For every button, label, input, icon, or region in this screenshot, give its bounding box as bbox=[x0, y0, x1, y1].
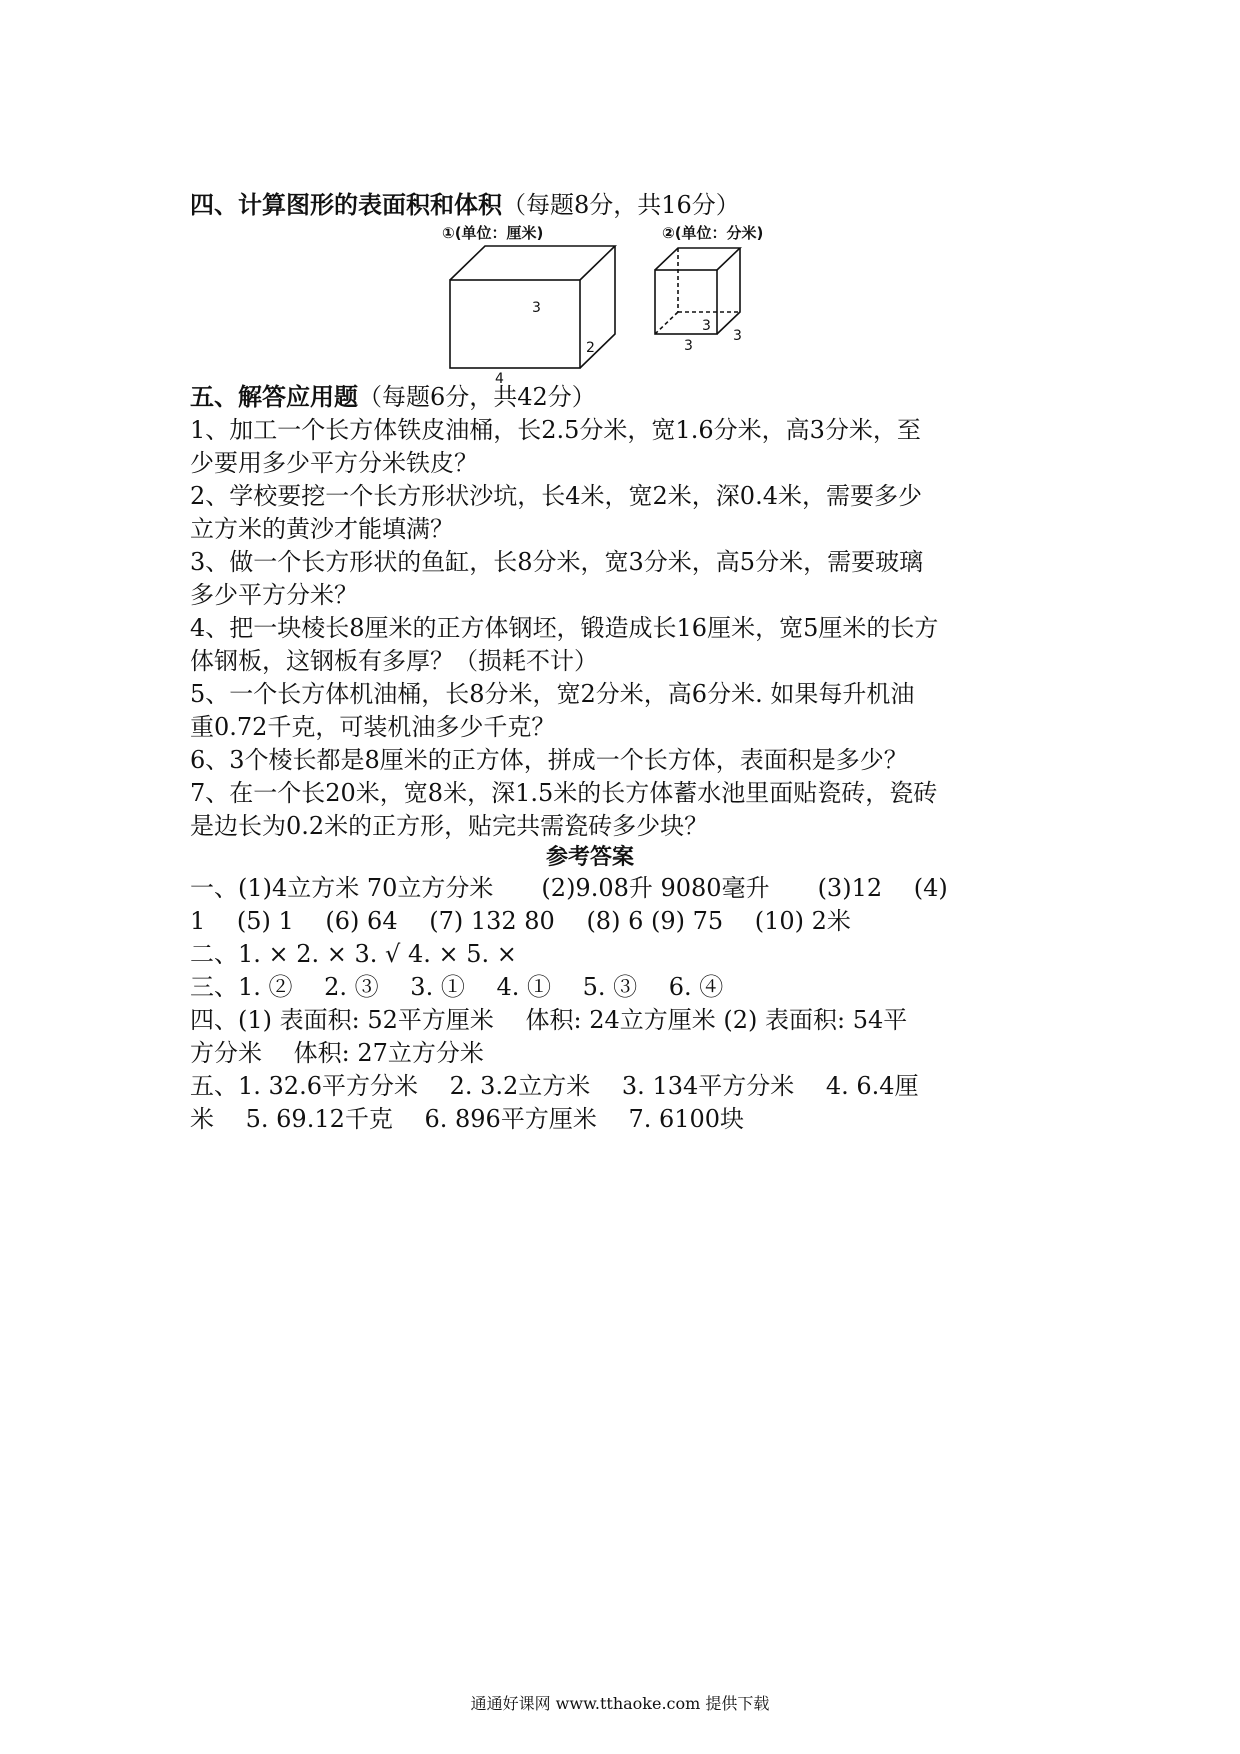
figures-svg bbox=[440, 224, 800, 384]
answer-line: 三、1. ② 2. ③ 3. ① 4. ① 5. ③ 6. ④ bbox=[190, 973, 724, 1001]
answer-line: 方分米 体积: 27立方分米 bbox=[190, 1039, 484, 1067]
problem-line: 6、3个棱长都是8厘米的正方体，拼成一个长方体，表面积是多少？ bbox=[190, 746, 908, 774]
cube-figure bbox=[655, 248, 740, 334]
problem-line: 体钢板，这钢板有多厚？（损耗不计） bbox=[190, 647, 598, 675]
problem-line: 2、学校要挖一个长方形状沙坑，长4米，宽2米，深0.4米，需要多少 bbox=[190, 482, 922, 510]
section5-heading bbox=[190, 380, 990, 414]
problem-line: 5、一个长方体机油桶，长8分米，宽2分米，高6分米. 如果每升机油 bbox=[190, 680, 915, 708]
answer-line: 米 5. 69.12千克 6. 896平方厘米 7. 6100块 bbox=[190, 1105, 745, 1133]
fig2-caption: ②(单位：分米) bbox=[662, 224, 764, 242]
answer-line: 二、1. × 2. × 3. √ 4. × 5. × bbox=[190, 940, 517, 968]
section5-note: （每题6分，共42分） bbox=[358, 383, 596, 411]
problem-line: 多少平方分米？ bbox=[190, 581, 358, 609]
cube-side-edge bbox=[717, 248, 740, 334]
problem-line: 少要用多少平方分米铁皮？ bbox=[190, 449, 478, 477]
problem-line: 3、做一个长方形状的鱼缸，长8分米，宽3分米，高5分米，需要玻璃 bbox=[190, 548, 924, 576]
answer-line: 四、(1) 表面积: 52平方厘米 体积: 24立方厘米 (2) 表面积: 54平 bbox=[190, 1006, 908, 1034]
section4-heading bbox=[190, 188, 990, 222]
fig1-height-label: 3 bbox=[532, 300, 541, 316]
section5-title: 五、解答应用题 bbox=[190, 382, 358, 411]
section4-note: （每题8分，共16分） bbox=[502, 191, 740, 219]
problem-line: 是边长为0.2米的正方形，贴完共需瓷砖多少块？ bbox=[190, 812, 709, 840]
fig2-edge-label-c: 3 bbox=[684, 338, 693, 354]
cube-top-face bbox=[655, 248, 740, 270]
answers-title: 参考答案 bbox=[545, 844, 634, 870]
answer-line: 1 (5) 1 (6) 64 (7) 132 80 (8) 6 (9) 75 (10) 2米 bbox=[190, 907, 851, 935]
problem-line: 1、加工一个长方体铁皮油桶，长2.5分米，宽1.6分米，高3分米，至 bbox=[190, 416, 921, 444]
answer-line: 五、1. 32.6平方分米 2. 3.2立方米 3. 134平方分米 4. 6.4厘 bbox=[190, 1072, 919, 1100]
page-footer: 通通好课网 www.tthaoke.com 提供下载 bbox=[470, 1694, 770, 1713]
fig2-edge-label-a: 3 bbox=[702, 318, 711, 334]
problem-line: 7、在一个长20米，宽8米，深1.5米的长方体蓄水池里面贴瓷砖，瓷砖 bbox=[190, 779, 938, 807]
problem-line: 重0.72千克，可装机油多少千克？ bbox=[190, 713, 556, 741]
fig1-width-label: 2 bbox=[586, 340, 595, 356]
problem-line: 4、把一块棱长8厘米的正方体钢坯，锻造成长16厘米，宽5厘米的长方 bbox=[190, 614, 939, 642]
problem-line: 立方米的黄沙才能填满？ bbox=[190, 515, 454, 543]
section4-title: 四、计算图形的表面积和体积 bbox=[190, 190, 502, 219]
fig2-edge-label-b: 3 bbox=[733, 328, 742, 344]
fig1-caption: ①(单位：厘米) bbox=[442, 224, 544, 242]
cuboid-front-face bbox=[450, 280, 580, 368]
figures-area bbox=[440, 224, 800, 384]
cuboid-top-face bbox=[450, 246, 615, 280]
fig1-length-label: 4 bbox=[495, 371, 504, 384]
answer-line: 一、(1)4立方米 70立方分米 (2)9.08升 9080毫升 (3)12 (4) bbox=[190, 874, 948, 902]
